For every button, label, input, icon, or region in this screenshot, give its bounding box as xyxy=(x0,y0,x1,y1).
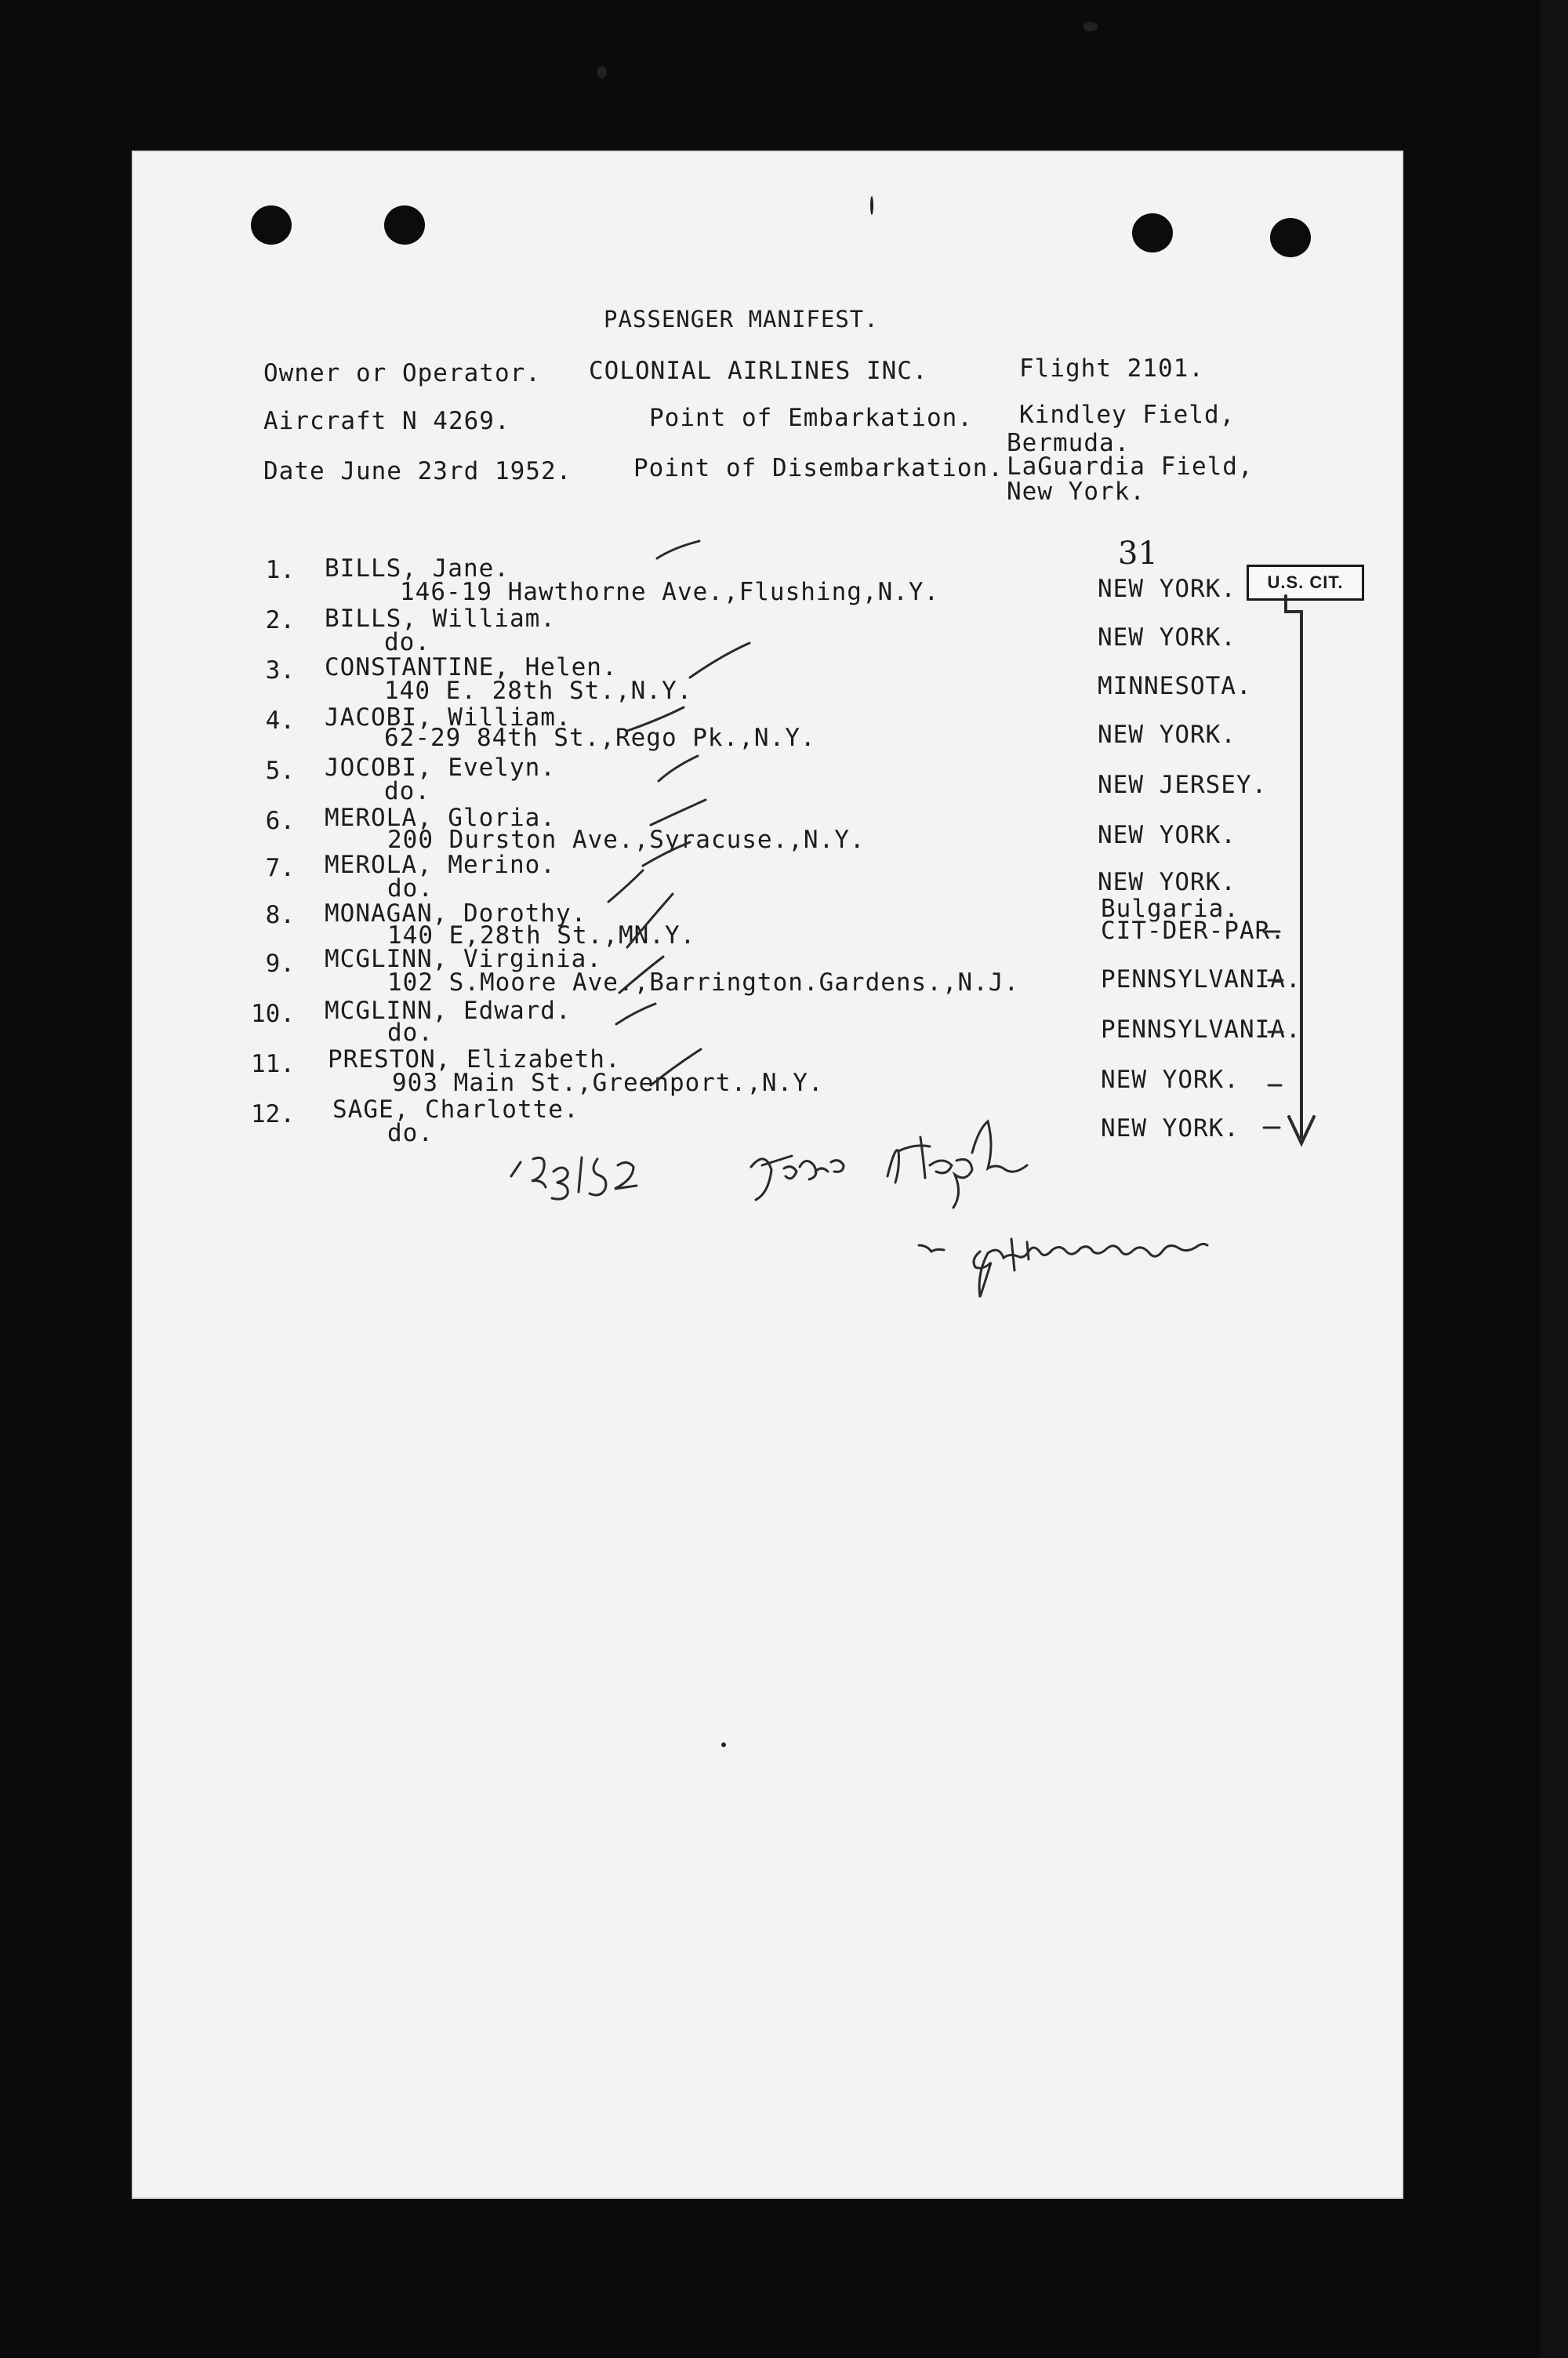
film-frame-edge xyxy=(1540,0,1568,2358)
embarkation-value: Kindley Field, xyxy=(1019,401,1236,429)
passenger-state: PENNSYLVANIA. xyxy=(1101,965,1301,994)
passenger-name: MCGLINN, Virginia. xyxy=(325,945,602,973)
embarkation-value-2: Bermuda. xyxy=(1007,429,1131,457)
row-number: 6. xyxy=(265,807,295,835)
passenger-address: 140 E,28th St.,MN.Y. xyxy=(387,921,696,950)
passenger-address: 102 S.Moore Ave.,Barrington.Gardens.,N.J. xyxy=(387,968,1020,997)
disembarkation-value: LaGuardia Field, xyxy=(1007,452,1254,481)
passenger-address: 903 Main St.,Greenport.,N.Y. xyxy=(392,1069,824,1097)
flight-number: Flight 2101. xyxy=(1019,354,1204,383)
page-title: PASSENGER MANIFEST. xyxy=(604,306,879,332)
disembarkation-label: Point of Disembarkation. xyxy=(633,454,1004,482)
row-number: 4. xyxy=(265,707,295,735)
row-number: 5. xyxy=(265,757,295,785)
passenger-address: 146-19 Hawthorne Ave.,Flushing,N.Y. xyxy=(400,578,940,606)
passenger-name: CONSTANTINE, Helen. xyxy=(325,653,618,681)
speck-mark xyxy=(870,196,873,215)
aircraft-label: Aircraft N 4269. xyxy=(263,407,510,435)
punch-hole-4 xyxy=(1270,218,1311,257)
passenger-name: PRESTON, Elizabeth. xyxy=(328,1045,621,1074)
disembarkation-value-2: New York. xyxy=(1007,478,1145,506)
us-citizen-stamp: U.S. CIT. xyxy=(1247,565,1364,601)
owner-value: COLONIAL AIRLINES INC. xyxy=(589,357,928,385)
passenger-address: 62-29 84th St.,Rego Pk.,N.Y. xyxy=(384,724,816,752)
row-number: 12. xyxy=(251,1100,295,1128)
passenger-state-note: CIT-DER-PAR. xyxy=(1101,917,1286,945)
passenger-name: SAGE, Charlotte. xyxy=(332,1095,579,1124)
passenger-name: MEROLA, Merino. xyxy=(325,851,556,879)
row-number: 1. xyxy=(265,556,295,584)
passenger-state: PENNSYLVANIA. xyxy=(1101,1016,1301,1044)
row-number: 9. xyxy=(265,950,295,978)
speck-mark xyxy=(721,1742,726,1747)
passenger-state: NEW YORK. xyxy=(1101,1066,1240,1094)
punch-hole-1 xyxy=(251,205,292,245)
passenger-name: BILLS, William. xyxy=(325,605,556,633)
passenger-address: do. xyxy=(387,1019,434,1047)
punch-hole-3 xyxy=(1132,213,1173,253)
passenger-address: 140 E. 28th St.,N.Y. xyxy=(384,677,693,705)
passenger-name: MONAGAN, Dorothy. xyxy=(325,899,587,928)
passenger-address: 200 Durston Ave.,Syracuse.,N.Y. xyxy=(387,826,866,854)
row-number: 3. xyxy=(265,656,295,685)
passenger-state: NEW YORK. xyxy=(1098,623,1236,652)
speck-mark xyxy=(597,66,607,78)
passenger-address: do. xyxy=(384,777,430,805)
owner-label: Owner or Operator. xyxy=(263,359,541,387)
row-number: 2. xyxy=(265,606,295,634)
passenger-state: NEW JERSEY. xyxy=(1098,771,1268,799)
row-number: 8. xyxy=(265,901,295,929)
row-number: 10. xyxy=(251,1000,295,1028)
passenger-name: MCGLINN, Edward. xyxy=(325,997,572,1025)
passenger-state: MINNESOTA. xyxy=(1098,672,1252,700)
passenger-name: JOCOBI, Evelyn. xyxy=(325,754,556,782)
passenger-name: JACOBI, William. xyxy=(325,703,572,732)
passenger-state: NEW YORK. xyxy=(1101,1114,1240,1143)
passenger-state: NEW YORK. xyxy=(1098,868,1236,896)
passenger-state: NEW YORK. xyxy=(1098,721,1236,749)
passenger-address: do. xyxy=(387,1119,434,1147)
speck-mark xyxy=(1083,22,1098,31)
row-number: 7. xyxy=(265,854,295,882)
passenger-state: NEW YORK. xyxy=(1098,575,1236,603)
row-number: 11. xyxy=(251,1050,295,1078)
passenger-name: BILLS, Jane. xyxy=(325,554,510,583)
embarkation-label: Point of Embarkation. xyxy=(649,404,973,432)
passenger-address: do. xyxy=(384,628,430,656)
passenger-count: 31 xyxy=(1118,536,1158,572)
passenger-state: NEW YORK. xyxy=(1098,821,1236,849)
passenger-name: MEROLA, Gloria. xyxy=(325,804,556,832)
passenger-address: do. xyxy=(387,874,434,903)
date-label: Date June 23rd 1952. xyxy=(263,457,572,485)
punch-hole-2 xyxy=(384,205,425,245)
passenger-state: Bulgaria. xyxy=(1101,895,1240,923)
